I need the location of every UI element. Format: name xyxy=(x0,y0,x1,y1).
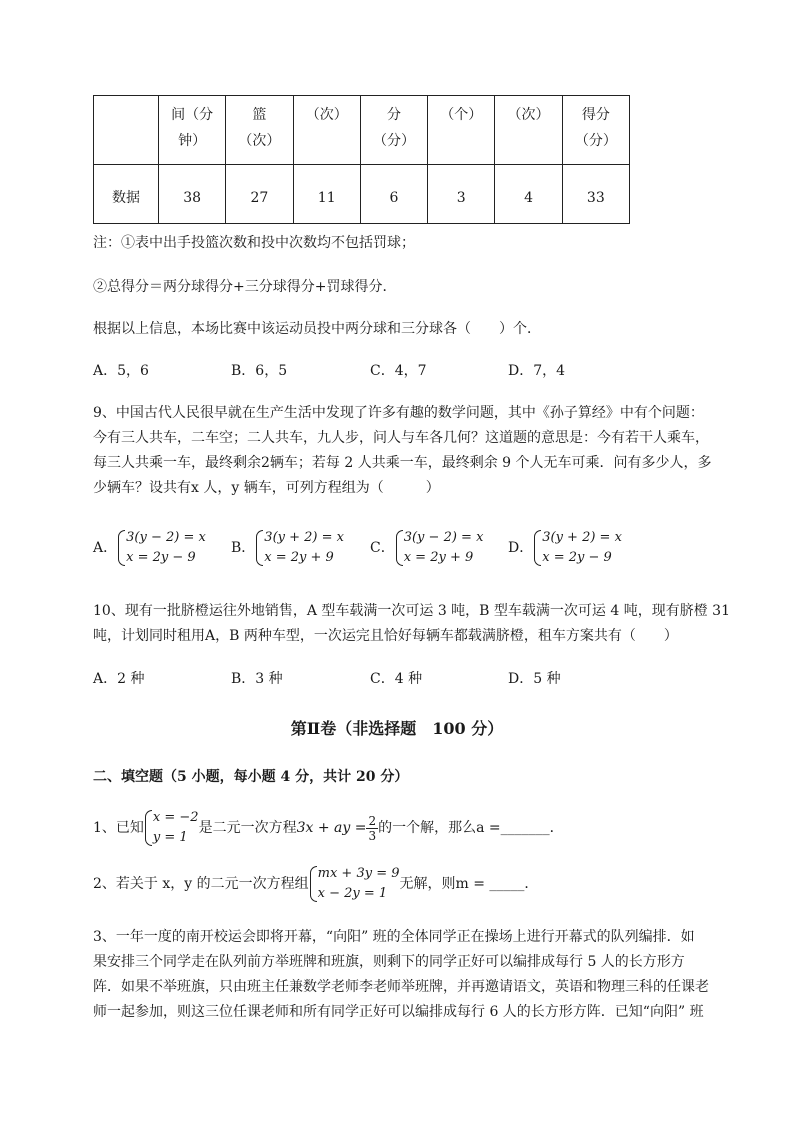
fill-question-3-line: 果安排三个同学走在队列前方举班牌和班旗，则剩下的同学正好可以编排成每行 5 人的长方形方 xyxy=(93,954,685,970)
fill-question-1: 1、已知 x = −2 y = 1 是二元一次方程3x + ay = $\frac{2}{3}$ 的一个解，那么a =_______． xyxy=(93,808,564,848)
q8-option-c: C．4，7 xyxy=(370,363,427,379)
equation-system: 3(y + 2) = x x = 2y − 9 xyxy=(533,528,622,568)
table-header-cell: 篮 （次） xyxy=(226,96,293,165)
q10-option-c: C．4 种 xyxy=(370,671,423,687)
table-cell: 3 xyxy=(428,165,495,224)
table-cell: 11 xyxy=(293,165,360,224)
equation-system: 3(y − 2) = x x = 2y − 9 xyxy=(117,528,206,568)
table-row-label: 数据 xyxy=(94,165,159,224)
stats-table xyxy=(93,95,630,224)
note-2: ②总得分＝两分球得分+三分球得分+罚球得分． xyxy=(93,279,397,295)
section-title: 第Ⅱ卷（非选择题 100 分） xyxy=(290,719,504,738)
part-title: 二、填空题（5 小题，每小题 4 分，共计 20 分） xyxy=(93,769,409,785)
table-cell: 38 xyxy=(159,165,226,224)
table-header-cell xyxy=(94,96,159,165)
fill-question-3-line: 3、一年一度的南开校运会即将开幕，“向阳” 班的全体同学正在操场上进行开幕式的队列编排．如 xyxy=(93,929,695,945)
equation-system: 3(y + 2) = x x = 2y + 9 xyxy=(255,528,344,568)
q8-option-d: D．7，4 xyxy=(508,363,566,379)
fill-question-3-line: 师一起参加，则这三位任课老师和所有同学正好可以编排成每行 6 人的长方形方阵．已知“向阳” 班 xyxy=(93,1004,704,1020)
q8-option-b: B．6，5 xyxy=(231,363,288,379)
equation-system: mx + 3y = 9 x − 2y = 1 xyxy=(309,864,400,904)
q9-option-b: B． 3(y + 2) = x x = 2y + 9 xyxy=(231,528,344,568)
table-cell: 6 xyxy=(360,165,427,224)
fill-question-3-line: 阵．如果不举班旗，只由班主任兼数学老师李老师举班牌，并再邀请语文，英语和物理三科的任课老 xyxy=(93,979,709,995)
q9-option-a: A． 3(y − 2) = x x = 2y − 9 xyxy=(93,528,206,568)
fraction: $\frac{2}{3}$ xyxy=(368,813,377,843)
q8-stem: 根据以上信息，本场比赛中该运动员投中两分球和三分球各（ ）个． xyxy=(93,321,541,337)
q10-option-b: B．3 种 xyxy=(231,671,283,687)
q10-line: 10、现有一批脐橙运往外地销售，A 型车载满一次可运 3 吨，B 型车载满一次可运 4 吨，现有脐橙 31 xyxy=(93,603,730,619)
table-header-cell: （次） xyxy=(293,96,360,165)
q10-line: 吨，计划同时租用A，B 两种车型，一次运完且恰好每辆车都载满脐橙，租车方案共有（ ） xyxy=(93,628,678,644)
table-header-cell: （次） xyxy=(495,96,562,165)
table-cell: 4 xyxy=(495,165,562,224)
q9-line: 少辆车？设共有x 人，y 辆车，可列方程组为（ ） xyxy=(93,480,440,496)
q8-option-a: A．5，6 xyxy=(93,363,149,379)
table-header-cell: 分 （分） xyxy=(360,96,427,165)
q10-option-d: D．5 种 xyxy=(508,671,561,687)
note-1: 注：①表中出手投篮次数和投中次数均不包括罚球； xyxy=(93,235,415,251)
table-header-row xyxy=(94,96,630,165)
q9-line: 9、中国古代人民很早就在生产生活中发现了许多有趣的数学问题，其中《孙子算经》中有个问题： xyxy=(93,405,704,421)
table-header-cell: （个） xyxy=(428,96,495,165)
q9-line: 每三人共乘一车，最终剩余2辆车；若每 2 人共乘一车，最终剩余 9 个人无车可乘．问有多少人，多 xyxy=(93,455,712,471)
equation-system: 3(y − 2) = x x = 2y + 9 xyxy=(395,528,484,568)
table-header-cell: 间（分 钟） xyxy=(159,96,226,165)
equation-system: x = −2 y = 1 xyxy=(144,808,199,848)
q9-line: 今有三人共车，二车空；二人共车，九人步，问人与车各几何？这道题的意思是：今有若干人乘车， xyxy=(93,430,709,446)
q9-option-d: D． 3(y + 2) = x x = 2y − 9 xyxy=(508,528,622,568)
table-cell: 27 xyxy=(226,165,293,224)
table-row xyxy=(94,165,630,224)
q9-option-c: C． 3(y − 2) = x x = 2y + 9 xyxy=(370,528,483,568)
table-cell: 33 xyxy=(562,165,629,224)
q10-option-a: A．2 种 xyxy=(93,671,145,687)
table-header-cell: 得分 （分） xyxy=(562,96,629,165)
fill-question-2: 2、若关于 x，y 的二元一次方程组 mx + 3y = 9 x − 2y = 1 无解，则m = _____． xyxy=(93,864,538,904)
